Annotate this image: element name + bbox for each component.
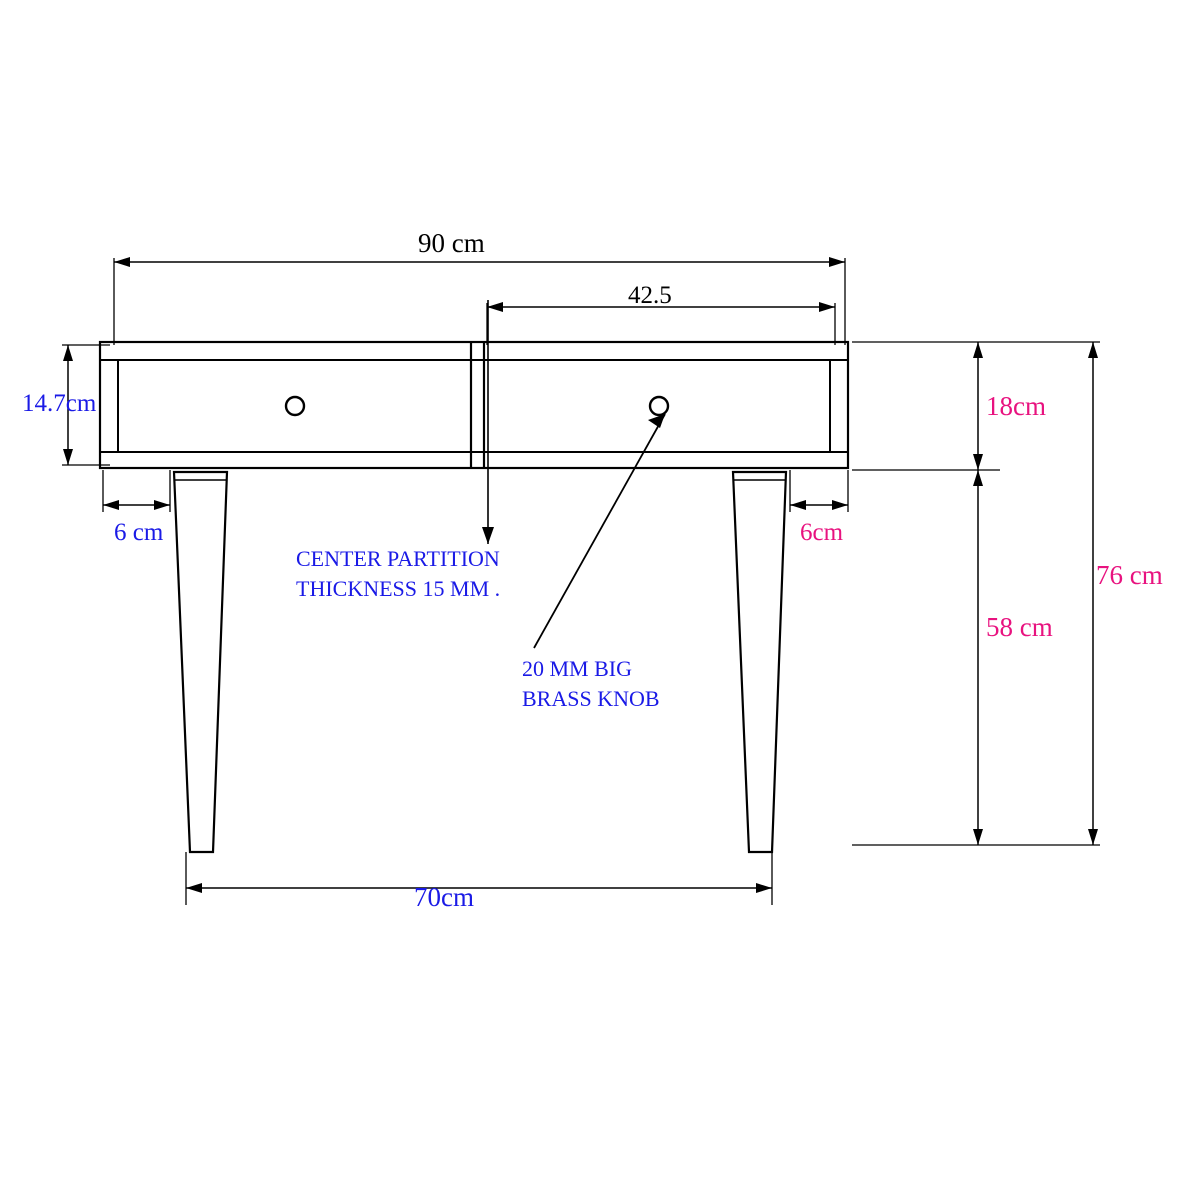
dimension-leg-inset-right: [790, 470, 848, 512]
label-leg-inset-right: 6cm: [800, 519, 844, 546]
label-leg-inset-left: 6 cm: [114, 519, 164, 546]
label-drawer-height: 14.7cm: [22, 390, 97, 417]
dimension-leg-inset-left: [103, 470, 170, 512]
left-drawer-knob[interactable]: [286, 397, 304, 415]
left-leg: [174, 472, 227, 852]
right-drawer-knob[interactable]: [650, 397, 668, 415]
label-leg-spread: 70cm: [414, 882, 474, 912]
label-leg-height: 58 cm: [986, 612, 1053, 642]
table-carcass: [100, 342, 848, 468]
note-brass-knob-line1: 20 MM BIG: [522, 656, 633, 681]
note-brass-knob-line2: BRASS KNOB: [522, 686, 660, 711]
dimension-apron-height: [852, 342, 1000, 470]
right-leg: [733, 472, 786, 852]
label-apron-height: 18cm: [986, 391, 1046, 421]
dimension-leg-spread: [186, 852, 772, 905]
note-center-partition-line1: CENTER PARTITION: [296, 546, 500, 571]
label-total-height: 76 cm: [1096, 560, 1163, 590]
label-overall-width: 90 cm: [418, 228, 485, 258]
dimension-overall-width: [114, 257, 845, 345]
note-center-partition-line2: THICKNESS 15 MM .: [296, 576, 501, 601]
label-drawer-width: 42.5: [628, 282, 672, 309]
dimension-leg-height: [852, 470, 1000, 845]
leader-brass-knob: [534, 414, 665, 648]
